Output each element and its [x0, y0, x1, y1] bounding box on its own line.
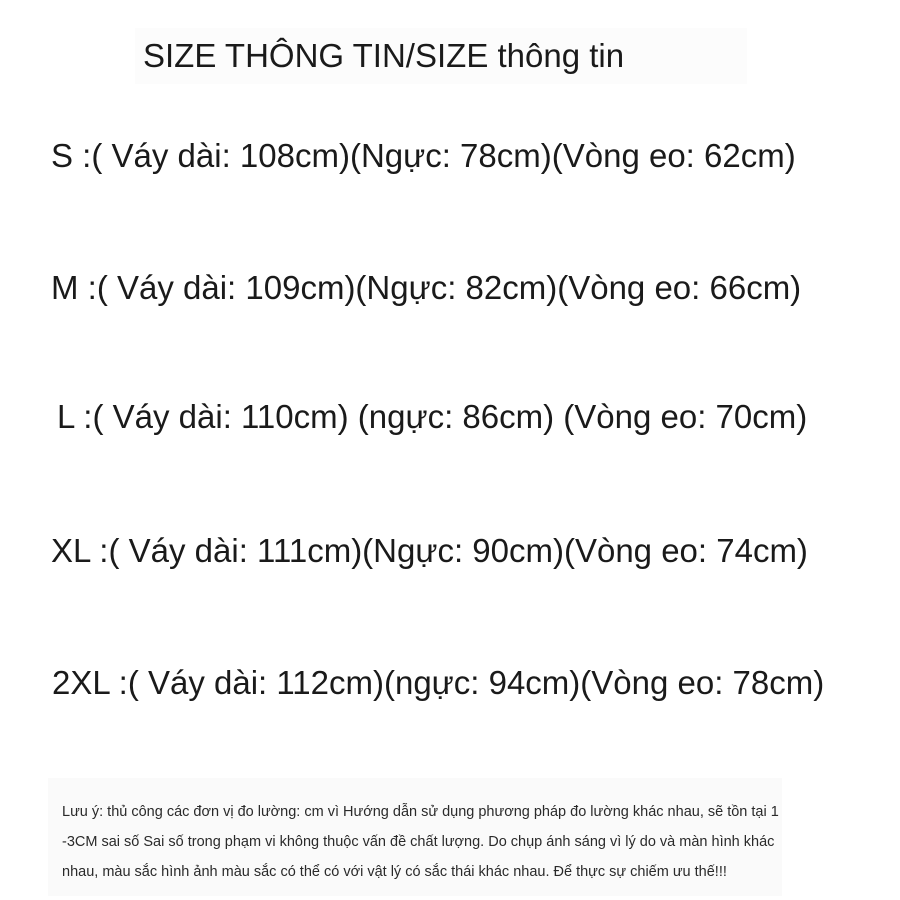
size-row-m: M :( Váy dài: 109cm)(Ngực: 82cm)(Vòng eo: 66cm)	[51, 269, 802, 306]
measurement-note	[62, 797, 802, 887]
size-row-2xl: 2XL :( Váy dài: 112cm)(ngực: 94cm)(Vòng eo: 78cm)	[52, 664, 825, 701]
note-line-1: Lưu ý: thủ công các đơn vị đo lường: cm vì Hướng dẫn sử dụng phương pháp đo lường khác nhau, sẽ tồn tại 1	[62, 804, 779, 820]
size-row-l: L :( Váy dài: 110cm) (ngực: 86cm) (Vòng eo: 70cm)	[57, 398, 808, 435]
note-line-2: -3CM sai số Sai số trong phạm vi không thuộc vấn đề chất lượng. Do chụp ánh sáng vì lý do và màn hình khác	[62, 834, 775, 850]
note-line-3: nhau, màu sắc hình ảnh màu sắc có thể có với vật lý có sắc thái khác nhau. Để thực sự chiếm ưu thế!!!	[62, 864, 727, 880]
size-row-s: S :( Váy dài: 108cm)(Ngực: 78cm)(Vòng eo: 62cm)	[51, 137, 796, 174]
size-row-xl: XL :( Váy dài: 111cm)(Ngực: 90cm)(Vòng eo: 74cm)	[51, 532, 808, 569]
page-title: SIZE THÔNG TIN/SIZE thông tin	[143, 37, 625, 74]
